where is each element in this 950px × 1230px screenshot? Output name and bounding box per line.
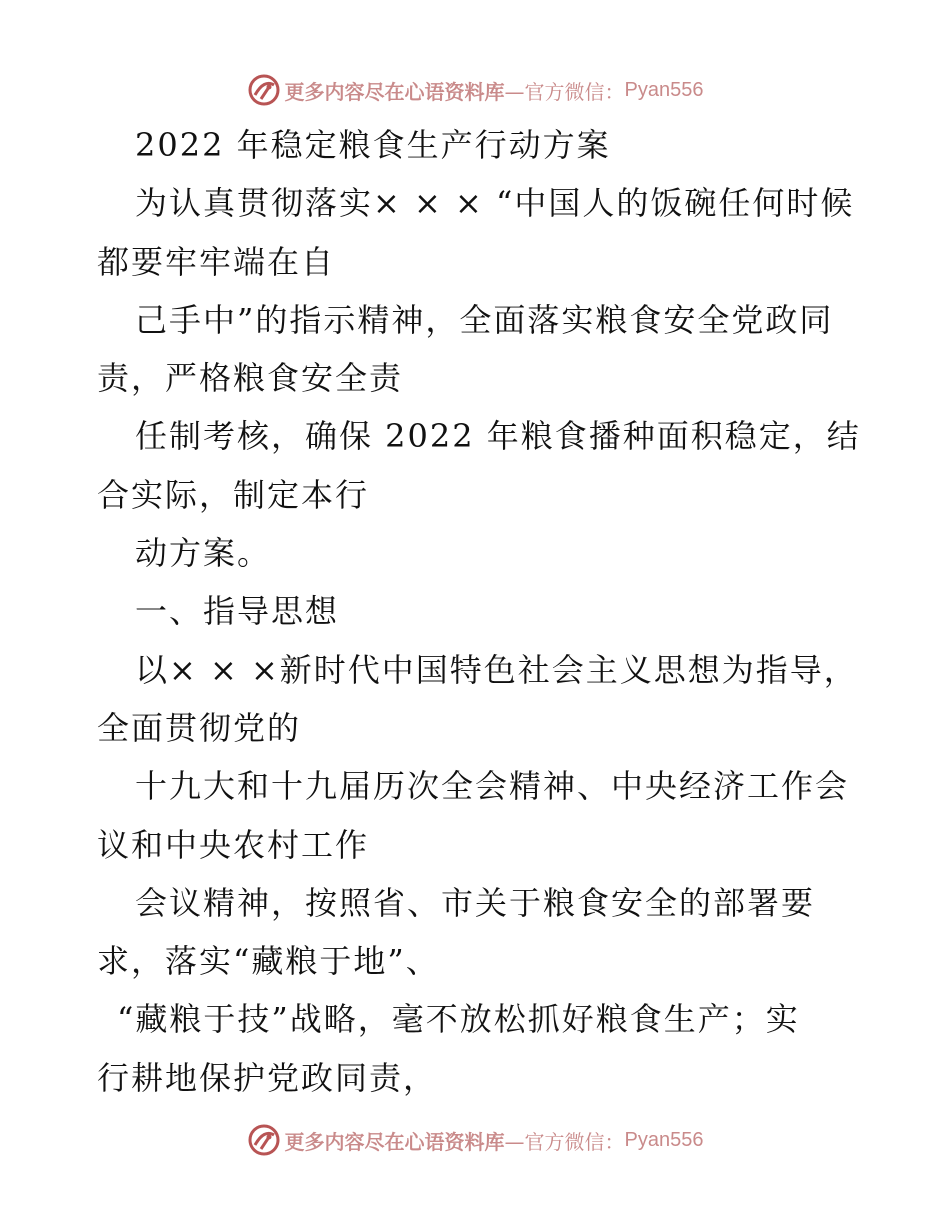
paragraph-line: 会议精神，按照省、市关于粮食安全的部署要	[135, 883, 816, 922]
paragraph-line: 为认真贯彻落实× × × “中国人的饭碗任何时候	[135, 184, 855, 223]
paragraph-line: 全面贯彻党的	[97, 708, 302, 747]
banner-subtitle: —官方微信：	[504, 1129, 625, 1154]
document-title: 2022 年稳定粮食生产行动方案	[135, 126, 611, 164]
paragraph-line: 合实际，制定本行	[97, 475, 370, 514]
footer-watermark-banner	[0, 1120, 950, 1160]
banner-subtitle: —官方微信：	[504, 79, 625, 104]
paragraph-line: 都要牢牢端在自	[97, 242, 336, 281]
document-body	[97, 116, 861, 1107]
banner-title: 更多内容尽在心语资料库	[284, 79, 505, 104]
banner-wechat-id: Pyan556	[624, 78, 704, 101]
header-watermark-banner	[0, 70, 950, 110]
paragraph-line: 求，落实“藏粮于地”、	[97, 942, 440, 981]
paragraph-line: 动方案。	[135, 534, 272, 573]
banner-title: 更多内容尽在心语资料库	[284, 1129, 505, 1154]
paragraph-line: 以× × ×新时代中国特色社会主义思想为指导，	[135, 650, 858, 689]
paragraph-line: 责，严格粮食安全责	[97, 359, 404, 398]
paragraph-line: 己手中”的指示精神，全面落实粮食安全党政同	[135, 300, 834, 339]
banner-wechat-id: Pyan556	[624, 1128, 704, 1151]
paragraph-line: “藏粮于技”战略，毫不放松抓好粮食生产；实	[117, 1000, 800, 1039]
brand-logo-icon	[247, 1123, 281, 1157]
brand-logo-icon	[247, 73, 281, 107]
paragraph-line: 行耕地保护党政同责，	[97, 1058, 438, 1097]
section-heading: 一、指导思想	[135, 592, 340, 631]
paragraph-line: 议和中央农村工作	[97, 825, 370, 864]
paragraph-line: 十九大和十九届历次全会精神、中央经济工作会	[135, 767, 850, 806]
paragraph-line: 任制考核，确保 2022 年粮食播种面积稳定，结	[135, 417, 861, 456]
